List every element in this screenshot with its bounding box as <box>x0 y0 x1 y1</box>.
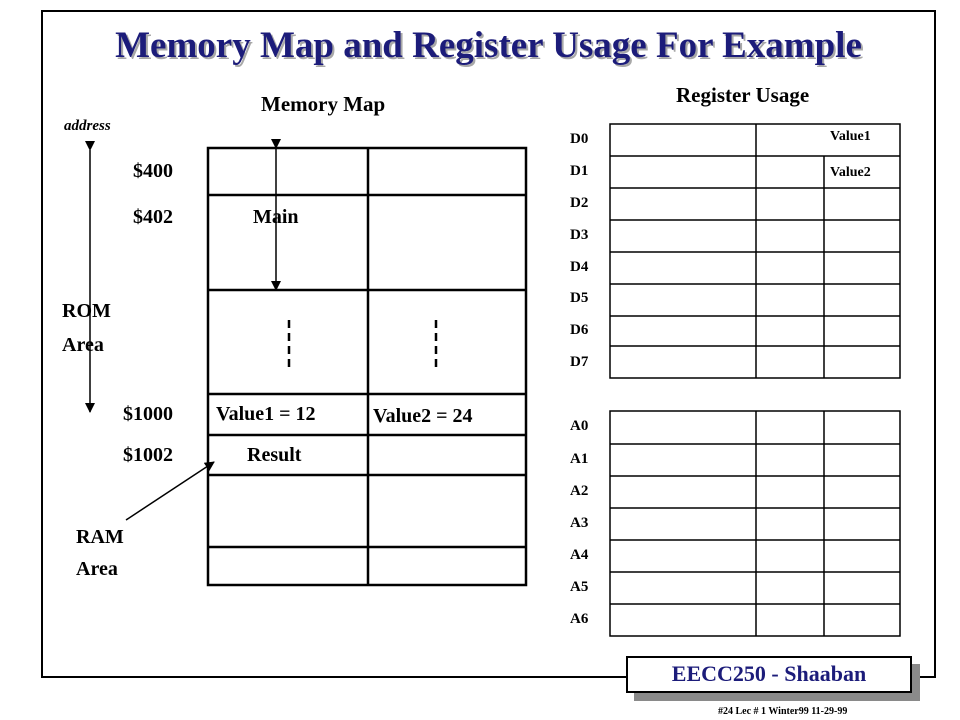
slide-footer: #24 Lec # 1 Winter99 11-29-99 <box>718 706 848 717</box>
address-register-table <box>610 411 900 636</box>
cell-main: Main <box>253 206 299 228</box>
memory-map-table <box>208 148 526 585</box>
cell-value1: Value1 = 12 <box>216 403 316 425</box>
rom-area-line2: Area <box>62 334 104 356</box>
register-d2: D2 <box>570 195 589 211</box>
register-a5: A5 <box>570 579 589 595</box>
address-label: address <box>64 118 111 134</box>
ram-pointer-arrow <box>126 462 214 520</box>
ram-area-line2: Area <box>76 558 118 580</box>
ram-area-line1: RAM <box>76 526 124 548</box>
d0-value: Value1 <box>830 129 871 144</box>
d1-value: Value2 <box>830 165 871 180</box>
address-402: $402 <box>133 206 173 228</box>
register-a6: A6 <box>570 611 589 627</box>
slide-title: Memory Map and Register Usage For Example <box>115 25 862 66</box>
register-d6: D6 <box>570 322 589 338</box>
register-d0: D0 <box>570 131 589 147</box>
address-1002: $1002 <box>123 444 173 466</box>
register-a3: A3 <box>570 515 589 531</box>
data-register-table <box>610 124 900 378</box>
address-1000: $1000 <box>123 403 173 425</box>
register-d3: D3 <box>570 227 589 243</box>
register-a2: A2 <box>570 483 589 499</box>
address-400: $400 <box>133 160 173 182</box>
register-d4: D4 <box>570 259 589 275</box>
register-d5: D5 <box>570 290 589 306</box>
register-a0: A0 <box>570 418 589 434</box>
register-a4: A4 <box>570 547 589 563</box>
rom-area-line1: ROM <box>62 300 111 322</box>
register-usage-heading: Register Usage <box>676 83 810 107</box>
course-badge: EECC250 - Shaaban <box>626 656 912 693</box>
cell-value2: Value2 = 24 <box>373 405 473 427</box>
cell-result: Result <box>247 444 302 466</box>
memory-map-heading: Memory Map <box>261 92 386 116</box>
register-d1: D1 <box>570 163 589 179</box>
register-d7: D7 <box>570 354 589 370</box>
register-a1: A1 <box>570 451 589 467</box>
